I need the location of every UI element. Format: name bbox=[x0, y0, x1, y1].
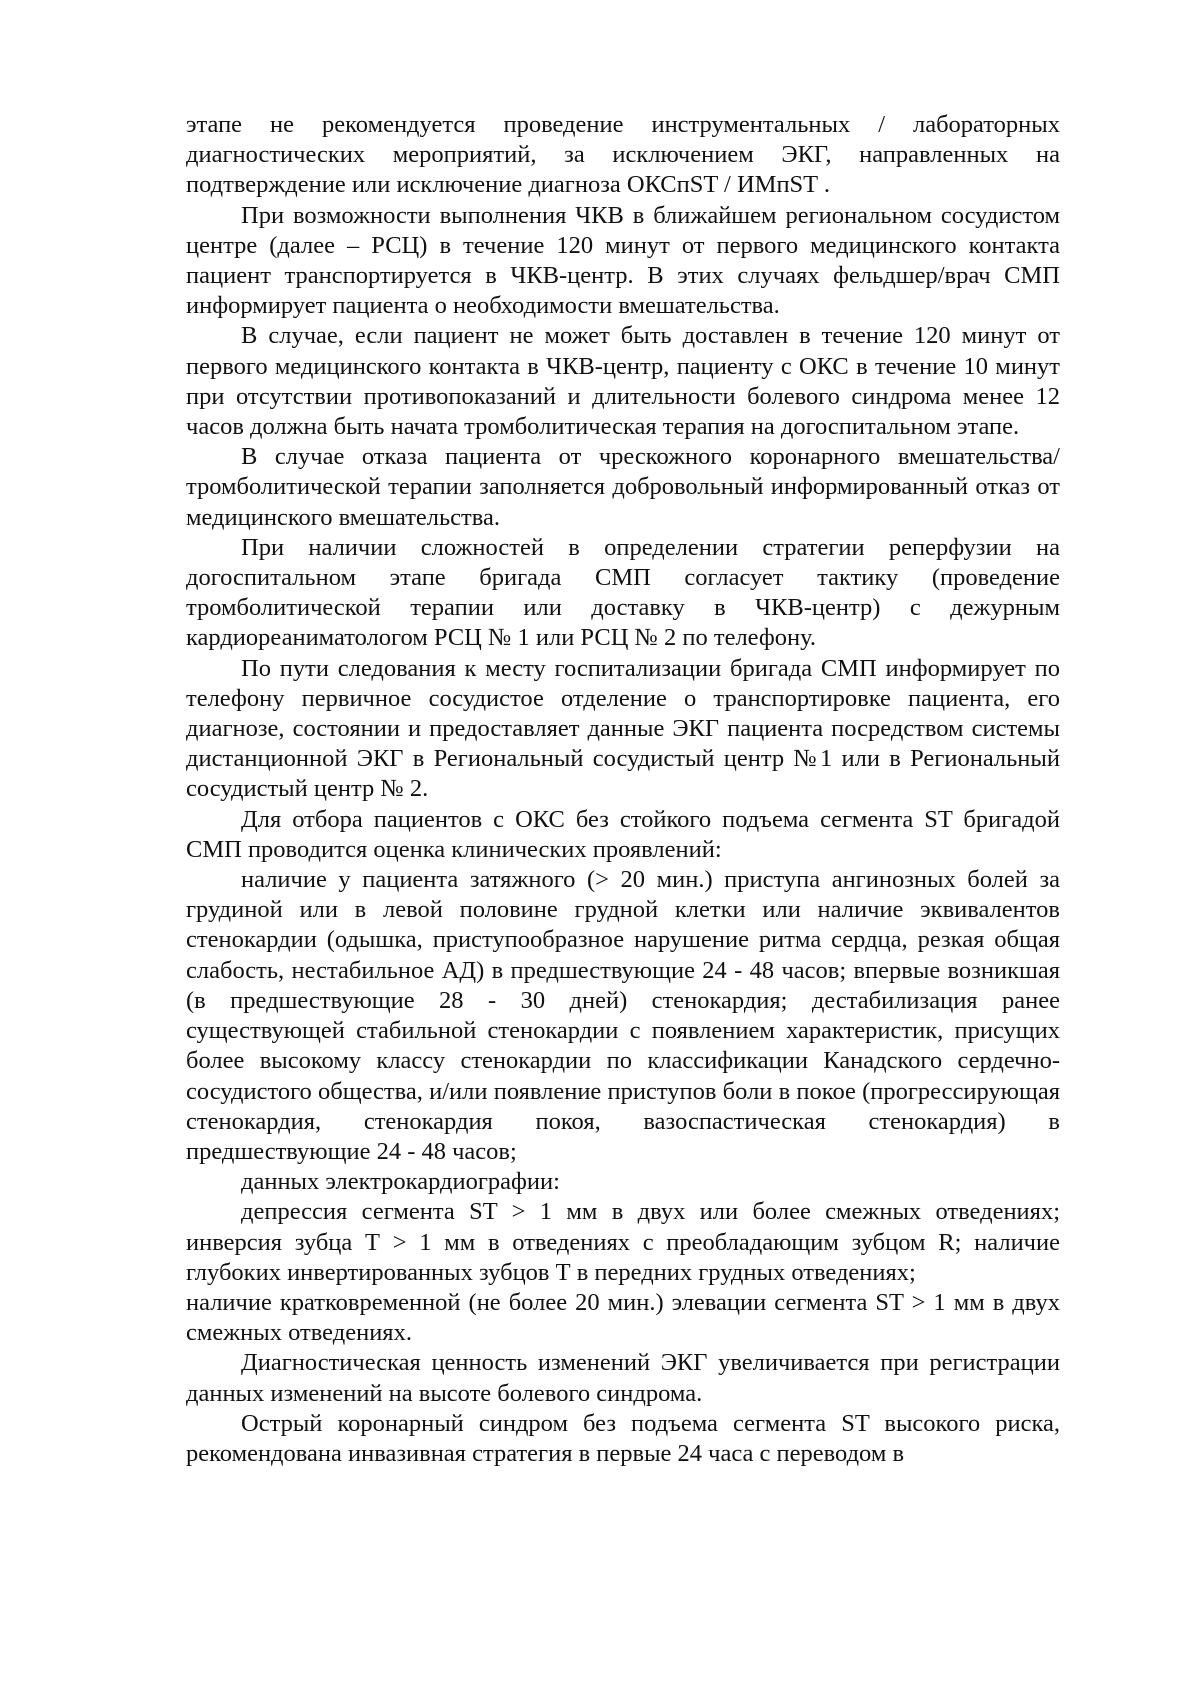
paragraph-3: В случае, если пациент не может быть доставлен в течение 120 минут от первого медицинского контакта в ЧКВ-центр, пациенту с ОКС в течение 10 минут при отсутствии противопоказаний и длительности болевого синдрома менее 12 часов должна быть начата тромболитическая терапия на догоспитальном этапе. bbox=[186, 322, 1060, 441]
paragraph-2: При возможности выполнения ЧКВ в ближайшем региональном сосудистом центре (далее – РСЦ) в течение 120 минут от первого медицинского контакта пациент транспортируется в ЧКВ-центр. В этих случаях фельдшер/врач СМП информирует пациента о необходимости вмешательства. bbox=[186, 201, 1060, 320]
paragraph-7: Для отбора пациентов с ОКС без стойкого подъема сегмента ST бригадой СМП проводится оценка клинических проявлений: bbox=[186, 805, 1060, 863]
paragraph-5: При наличии сложностей в определении стратегии реперфузии на догоспитальном этапе бригада СМП согласует тактику (проведение тромболитической терапии или доставку в ЧКВ-центр) с дежурным кардиореаниматологом РСЦ № 1 или РСЦ № 2 по телефону. bbox=[186, 533, 1060, 652]
paragraph-9: данных электрокардиографии: bbox=[241, 1168, 560, 1196]
paragraph-11: наличие кратковременной (не более 20 мин.) элевации сегмента ST > 1 мм в двух смежных отведениях. bbox=[186, 1288, 1060, 1347]
paragraph-12: Диагностическая ценность изменений ЭКГ увеличивается при регистрации данных изменений на высоте болевого синдрома. bbox=[186, 1349, 1060, 1407]
document-page bbox=[186, 110, 1060, 1469]
paragraph-6: По пути следования к месту госпитализации бригада СМП информирует по телефону первичное сосудистое отделение о транспортировке пациента, его диагнозе, состоянии и предоставляет данные ЭКГ пациента посредством системы дистанционной ЭКГ в Региональный сосудистый центр №1 или в Региональный сосудистый центр № 2. bbox=[186, 654, 1060, 803]
paragraph-10: депрессия сегмента ST > 1 мм в двух или более смежных отведениях; инверсия зубца Т > 1 мм в отведениях с преобладающим зубцом R; наличие глубоких инвертированных зубцов Т в передних грудных отведениях; bbox=[186, 1198, 1060, 1286]
paragraph-4: В случае отказа пациента от чрескожного коронарного вмешательства/тромболитической терапии заполняется добровольный информированный отказ от медицинского вмешательства. bbox=[186, 443, 1060, 531]
paragraph-1: этапе не рекомендуется проведение инструментальных / лабораторных диагностических мероприятий, за исключением ЭКГ, направленных на подтверждение или исключение диагноза ОКСпST / ИМпST . bbox=[186, 111, 1060, 199]
paragraph-8: наличие у пациента затяжного (> 20 мин.) приступа ангинозных болей за грудиной или в левой половине грудной клетки или наличие эквивалентов стенокардии (одышка, приступообразное нарушение ритма сердца, резкая общая слабость, нестабильное АД) в предшествующие 24 - 48 часов; впервые возникшая (в предшествующие 28 - 30 дней) стенокардия; дестабилизация ранее существующей стабильной стенокардии с появлением характеристик, присущих более высокому классу стенокардии по классификации Канадского сердечно-сосудистого общества, и/или появление приступов боли в покое (прогрессирующая стенокардия, стенокардия покоя, вазоспастическая стенокардия) в предшествующие 24 - 48 часов; bbox=[186, 866, 1060, 1165]
paragraph-13: Острый коронарный синдром без подъема сегмента ST высокого риска, рекомендована инвазивная стратегия в первые 24 часа с переводом в bbox=[186, 1409, 1060, 1467]
